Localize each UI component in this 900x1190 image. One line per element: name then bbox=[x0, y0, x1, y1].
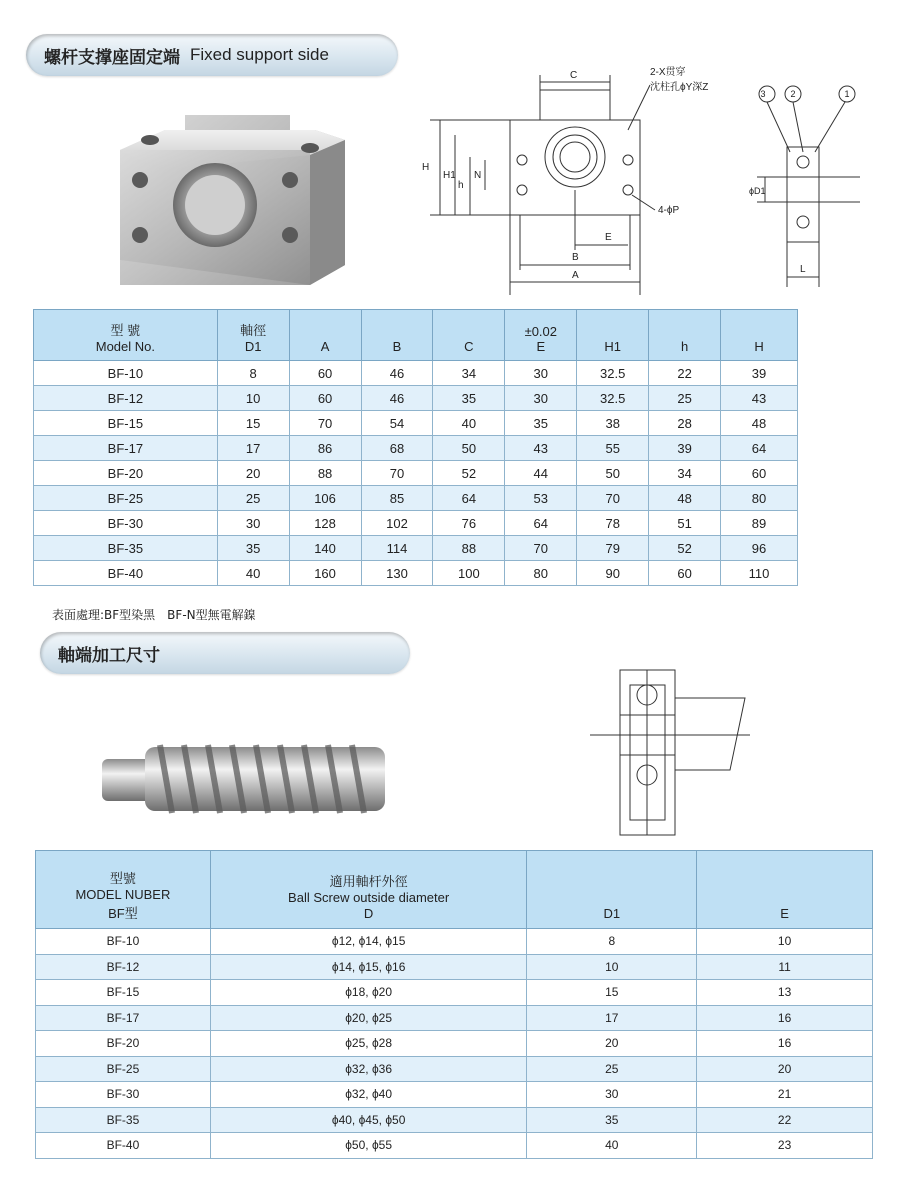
table-cell: 16 bbox=[697, 1031, 873, 1057]
table-cell: 55 bbox=[577, 436, 649, 461]
table-cell: 40 bbox=[217, 561, 289, 586]
table-row bbox=[34, 436, 798, 461]
header-line: E bbox=[780, 906, 789, 921]
header-cell bbox=[36, 851, 211, 929]
table-cell: 76 bbox=[433, 511, 505, 536]
surface-treatment-note: 表面處理:BF型染黑 BF-N型無電解鎳 bbox=[52, 608, 256, 622]
table-cell: BF-10 bbox=[34, 361, 218, 386]
callout-2: 2 bbox=[790, 89, 796, 99]
dim-L-label: L bbox=[800, 264, 806, 275]
table-cell: BF-30 bbox=[34, 511, 218, 536]
table-cell: BF-20 bbox=[34, 461, 218, 486]
table-cell: 60 bbox=[649, 561, 721, 586]
table-cell: 17 bbox=[217, 436, 289, 461]
table-cell: 20 bbox=[217, 461, 289, 486]
table-cell: 90 bbox=[577, 561, 649, 586]
header-cell bbox=[433, 310, 505, 361]
table-row bbox=[34, 486, 798, 511]
table-cell: 60 bbox=[721, 461, 798, 486]
header-cell bbox=[527, 851, 697, 929]
table-cell: 22 bbox=[697, 1107, 873, 1133]
table-cell: 60 bbox=[289, 361, 361, 386]
header-line: A bbox=[320, 339, 330, 354]
table-cell: BF-40 bbox=[34, 561, 218, 586]
table-cell: 35 bbox=[217, 536, 289, 561]
p-hole-label: 4-ϕP bbox=[658, 205, 680, 216]
table-cell: 114 bbox=[361, 536, 433, 561]
table-cell: 48 bbox=[721, 411, 798, 436]
header-cell bbox=[721, 310, 798, 361]
header-line bbox=[579, 325, 646, 339]
dim-B-label: B bbox=[572, 252, 579, 263]
table-cell: 64 bbox=[721, 436, 798, 461]
table-cell: 79 bbox=[577, 536, 649, 561]
table-cell: 78 bbox=[577, 511, 649, 536]
dim-H-label: H bbox=[422, 162, 430, 173]
header-line: D1 bbox=[603, 906, 621, 921]
header-line bbox=[435, 325, 502, 339]
table-cell: 20 bbox=[527, 1031, 697, 1057]
table-cell: 80 bbox=[505, 561, 577, 586]
table-cell: 46 bbox=[361, 386, 433, 411]
table-cell: 20 bbox=[697, 1056, 873, 1082]
table-cell: ϕ12, ϕ14, ϕ15 bbox=[210, 929, 527, 955]
table-cell: 64 bbox=[433, 486, 505, 511]
table-cell: 30 bbox=[505, 386, 577, 411]
header-line bbox=[723, 325, 795, 339]
table-cell: 30 bbox=[217, 511, 289, 536]
table-row bbox=[34, 461, 798, 486]
table-row bbox=[34, 536, 798, 561]
header-line: ±0.02 bbox=[524, 324, 557, 339]
table-row bbox=[34, 361, 798, 386]
table-cell: 70 bbox=[289, 411, 361, 436]
table-cell: BF-17 bbox=[34, 436, 218, 461]
section-title-en: Fixed support side bbox=[190, 45, 329, 64]
dim-H1-label: H1 bbox=[443, 170, 456, 181]
header-line: 適用軸杆外徑 bbox=[329, 874, 408, 889]
table-cell: 22 bbox=[649, 361, 721, 386]
header-line: h bbox=[680, 339, 689, 354]
ball-screw-photo bbox=[100, 735, 390, 815]
header-line: Ball Screw outside diameter bbox=[288, 890, 450, 905]
header-line: H bbox=[754, 339, 764, 354]
dim-D1-label: ϕD1 bbox=[749, 186, 766, 196]
table-cell: 34 bbox=[433, 361, 505, 386]
section-title-cn: 軸端加工尺寸 bbox=[58, 645, 160, 666]
table-header-row bbox=[34, 310, 798, 361]
table-row bbox=[36, 1031, 873, 1057]
table-cell: 38 bbox=[577, 411, 649, 436]
table-cell: 140 bbox=[289, 536, 361, 561]
table-cell: 52 bbox=[649, 536, 721, 561]
table-cell: 70 bbox=[361, 461, 433, 486]
table-row bbox=[34, 411, 798, 436]
table-cell: 43 bbox=[721, 386, 798, 411]
table-cell: 130 bbox=[361, 561, 433, 586]
table-cell: 10 bbox=[527, 954, 697, 980]
dim-A-label: A bbox=[572, 270, 579, 281]
header-line: Model No. bbox=[95, 339, 155, 354]
table-cell: ϕ18, ϕ20 bbox=[210, 980, 527, 1006]
table-cell: 16 bbox=[697, 1005, 873, 1031]
table-cell: 54 bbox=[361, 411, 433, 436]
table-cell: 8 bbox=[217, 361, 289, 386]
header-cell bbox=[34, 310, 218, 361]
table-header-row bbox=[36, 851, 873, 929]
table-cell: 53 bbox=[505, 486, 577, 511]
table-cell: ϕ25, ϕ28 bbox=[210, 1031, 527, 1057]
header-cell bbox=[577, 310, 649, 361]
table-cell: 34 bbox=[649, 461, 721, 486]
table-cell: BF-20 bbox=[36, 1031, 211, 1057]
fixed-support-spec-table bbox=[33, 309, 798, 586]
support-block-photo bbox=[110, 110, 360, 295]
callout-3: 3 bbox=[760, 89, 766, 99]
section-header-shaft-end bbox=[40, 632, 410, 674]
table-cell: 106 bbox=[289, 486, 361, 511]
table-cell: BF-25 bbox=[34, 486, 218, 511]
table-cell: 68 bbox=[361, 436, 433, 461]
table-cell: 51 bbox=[649, 511, 721, 536]
header-line: 型 號 bbox=[110, 323, 141, 338]
table-cell: 10 bbox=[697, 929, 873, 955]
table-cell: 15 bbox=[217, 411, 289, 436]
table-cell: 48 bbox=[649, 486, 721, 511]
table-cell: 11 bbox=[697, 954, 873, 980]
table-row bbox=[34, 386, 798, 411]
table-cell: 50 bbox=[433, 436, 505, 461]
table-cell: 100 bbox=[433, 561, 505, 586]
header-cell bbox=[289, 310, 361, 361]
table-cell: 25 bbox=[649, 386, 721, 411]
table-row bbox=[36, 1005, 873, 1031]
table-cell: 64 bbox=[505, 511, 577, 536]
table-cell: 86 bbox=[289, 436, 361, 461]
hole-spec-label-1: 2-X贯穿 bbox=[650, 67, 686, 78]
table-cell: 85 bbox=[361, 486, 433, 511]
header-line: C bbox=[464, 339, 474, 354]
table-cell: BF-40 bbox=[36, 1133, 211, 1159]
table-row bbox=[36, 1133, 873, 1159]
table-cell: BF-25 bbox=[36, 1056, 211, 1082]
table-cell: 35 bbox=[527, 1107, 697, 1133]
table-cell: 17 bbox=[527, 1005, 697, 1031]
header-line bbox=[364, 325, 431, 339]
dim-h-label: h bbox=[458, 180, 464, 191]
table-cell: 102 bbox=[361, 511, 433, 536]
table-cell: 30 bbox=[505, 361, 577, 386]
table-cell: ϕ32, ϕ40 bbox=[210, 1082, 527, 1108]
table-cell: BF-12 bbox=[34, 386, 218, 411]
table-cell: 32.5 bbox=[577, 361, 649, 386]
table-cell: 128 bbox=[289, 511, 361, 536]
header-cell bbox=[210, 851, 527, 929]
table-cell: BF-30 bbox=[36, 1082, 211, 1108]
table-cell: 39 bbox=[721, 361, 798, 386]
side-view-drawing bbox=[745, 82, 865, 292]
callout-1: 1 bbox=[844, 89, 850, 99]
header-line: E bbox=[536, 339, 546, 354]
table-cell: 70 bbox=[577, 486, 649, 511]
table-cell: BF-10 bbox=[36, 929, 211, 955]
table-cell: 39 bbox=[649, 436, 721, 461]
table-cell: 96 bbox=[721, 536, 798, 561]
header-line bbox=[651, 325, 718, 339]
table-cell: 32.5 bbox=[577, 386, 649, 411]
table-cell: 8 bbox=[527, 929, 697, 955]
header-cell bbox=[505, 310, 577, 361]
header-line: 軸徑 bbox=[240, 323, 267, 338]
header-line: D bbox=[363, 906, 374, 921]
header-line: 型號 bbox=[109, 871, 136, 886]
header-line: MODEL NUBER bbox=[75, 887, 171, 902]
table-cell: ϕ14, ϕ15, ϕ16 bbox=[210, 954, 527, 980]
table-cell: 52 bbox=[433, 461, 505, 486]
table-cell: 13 bbox=[697, 980, 873, 1006]
hole-spec-label-2: 沈柱孔ϕY深Z bbox=[650, 82, 709, 93]
header-cell bbox=[217, 310, 289, 361]
header-line: D1 bbox=[244, 339, 262, 354]
table-cell: 60 bbox=[289, 386, 361, 411]
table-cell: 70 bbox=[505, 536, 577, 561]
table-cell: 30 bbox=[527, 1082, 697, 1108]
table-row bbox=[36, 1082, 873, 1108]
table-cell: 21 bbox=[697, 1082, 873, 1108]
table-cell: 40 bbox=[433, 411, 505, 436]
table-cell: ϕ40, ϕ45, ϕ50 bbox=[210, 1107, 527, 1133]
header-line: BF型 bbox=[108, 906, 138, 921]
shaft-end-spec-table bbox=[35, 850, 873, 1159]
table-cell: BF-35 bbox=[34, 536, 218, 561]
table-cell: 35 bbox=[505, 411, 577, 436]
dim-c-label: C bbox=[570, 70, 578, 81]
table-cell: 50 bbox=[577, 461, 649, 486]
header-line: B bbox=[392, 339, 402, 354]
table-cell: 88 bbox=[289, 461, 361, 486]
table-cell: 35 bbox=[433, 386, 505, 411]
table-cell: ϕ32, ϕ36 bbox=[210, 1056, 527, 1082]
table-cell: BF-35 bbox=[36, 1107, 211, 1133]
section-header-fixed-support bbox=[26, 34, 398, 76]
header-line: H1 bbox=[604, 339, 622, 354]
table-cell: 25 bbox=[217, 486, 289, 511]
header-cell bbox=[697, 851, 873, 929]
table-row bbox=[36, 1056, 873, 1082]
dim-N-label: N bbox=[474, 170, 482, 181]
table-cell: 80 bbox=[721, 486, 798, 511]
shaft-end-section-drawing bbox=[585, 660, 755, 840]
table-cell: BF-12 bbox=[36, 954, 211, 980]
header-cell bbox=[649, 310, 721, 361]
table-cell: ϕ50, ϕ55 bbox=[210, 1133, 527, 1159]
table-cell: 46 bbox=[361, 361, 433, 386]
section-title-cn: 螺杆支撑座固定端 bbox=[44, 47, 180, 68]
table-cell: BF-15 bbox=[34, 411, 218, 436]
table-cell: 89 bbox=[721, 511, 798, 536]
table-row bbox=[34, 511, 798, 536]
table-cell: BF-15 bbox=[36, 980, 211, 1006]
table-row bbox=[34, 561, 798, 586]
table-cell: 44 bbox=[505, 461, 577, 486]
table-cell: 88 bbox=[433, 536, 505, 561]
table-cell: ϕ20, ϕ25 bbox=[210, 1005, 527, 1031]
front-view-drawing bbox=[410, 60, 740, 300]
table-cell: 10 bbox=[217, 386, 289, 411]
table-cell: 110 bbox=[721, 561, 798, 586]
table-cell: 43 bbox=[505, 436, 577, 461]
table-row bbox=[36, 1107, 873, 1133]
table-row bbox=[36, 954, 873, 980]
table-cell: 40 bbox=[527, 1133, 697, 1159]
table-cell: 28 bbox=[649, 411, 721, 436]
table-cell: 160 bbox=[289, 561, 361, 586]
table-cell: 25 bbox=[527, 1056, 697, 1082]
dim-E-label: E bbox=[605, 232, 612, 243]
table-cell: 23 bbox=[697, 1133, 873, 1159]
header-cell bbox=[361, 310, 433, 361]
table-cell: 15 bbox=[527, 980, 697, 1006]
table-row bbox=[36, 980, 873, 1006]
table-cell: BF-17 bbox=[36, 1005, 211, 1031]
header-line bbox=[292, 325, 359, 339]
table-row bbox=[36, 929, 873, 955]
